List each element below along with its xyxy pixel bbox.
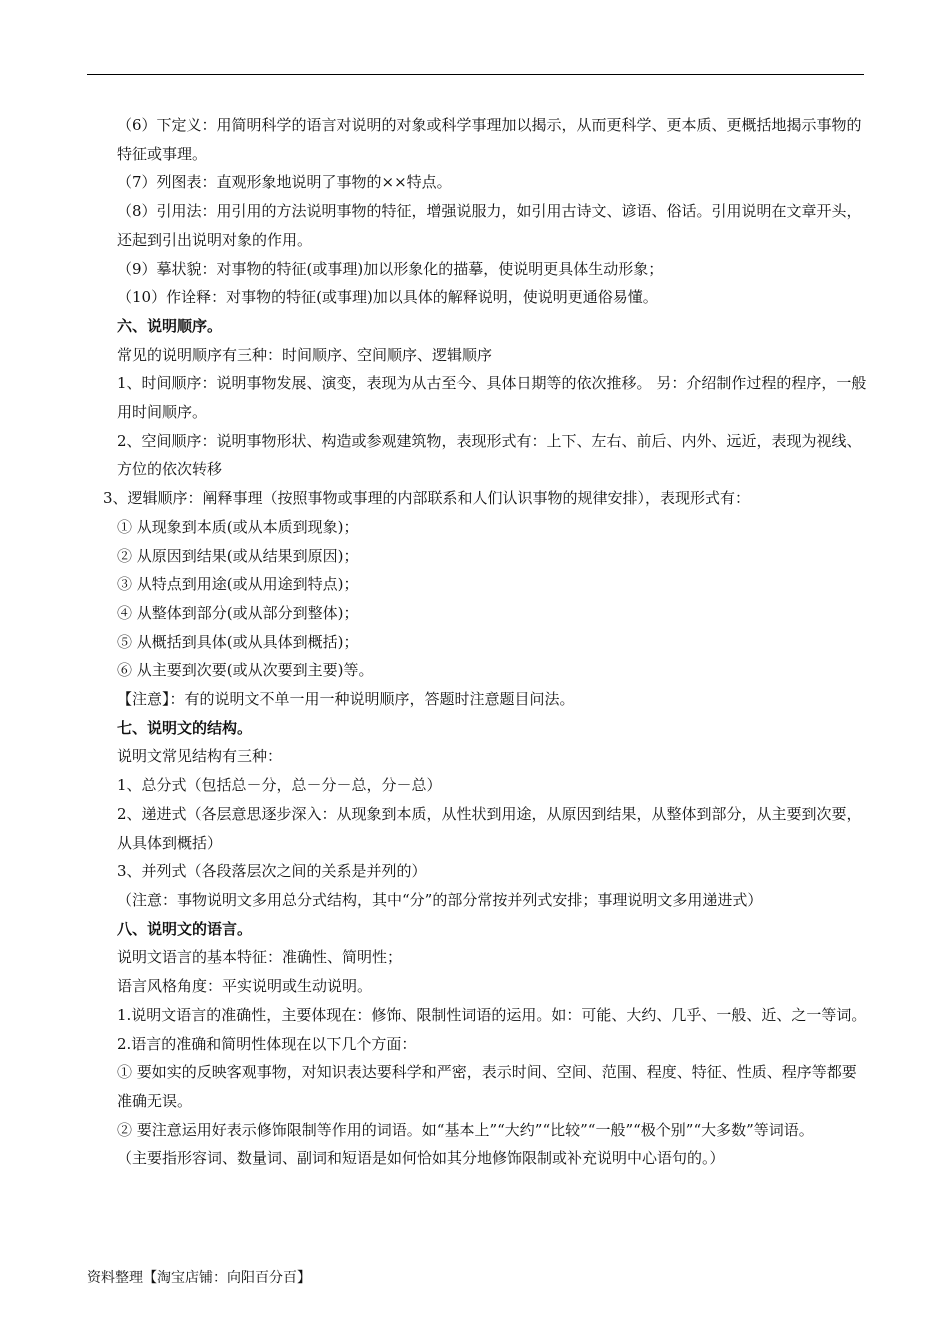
paragraph: 【注意】：有的说明文不单一用一种说明顺序，答题时注意题目问法。 (117, 690, 575, 709)
paragraph: 3、逻辑顺序：阐释事理（按照事物或事理的内部联系和人们认识事物的规律安排），表现形式有： (103, 489, 751, 508)
paragraph: 1、时间顺序：说明事物发展、演变，表现为从古至今、具体日期等的依次推移。 另：介绍制作过程的程序，一般用时间顺序。 (117, 374, 867, 422)
paragraph: ⑥ 从主要到次要(或从次要到主要)等。 (117, 661, 374, 680)
page-footer: 资料整理【淘宝店铺：向阳百分百】 (87, 1270, 311, 1286)
paragraph: （8）引用法：用引用的方法说明事物的特征，增强说服力，如引用古诗文、谚语、俗话。引用说明在文章开头，还起到引出说明对象的作用。 (117, 202, 862, 249)
paragraph: 3、并列式（各段落层次之间的关系是并列的） (117, 862, 427, 881)
paragraph: ② 要注意运用好表示修饰限制等作用的词语。如“基本上”“大约”“比较”“一般”“极个别”“大多数”等词语。 (117, 1120, 814, 1139)
paragraph: ① 从现象到本质(或从本质到现象)； (117, 517, 359, 536)
section-heading: 六、说明顺序。 (117, 316, 223, 335)
document-body (87, 111, 867, 1173)
paragraph: ① 要如实的反映客观事物，对知识表达要科学和严密，表示时间、空间、范围、程度、特征、性质、程序等都要准确无误。 (117, 1063, 857, 1110)
paragraph: ③ 从特点到用途(或从用途到特点)； (117, 575, 359, 594)
paragraph: 2、空间顺序：说明事物形状、构造或参观建筑物，表现形式有：上下、左右、前后、内外、远近，表现为视线、方位的依次转移 (117, 431, 862, 479)
paragraph: 2、递进式（各层意思逐步深入：从现象到本质，从性状到用途，从原因到结果，从整体到部分，从主要到次要，从具体到概括） (117, 804, 862, 852)
paragraph: 1.说明文语言的准确性，主要体现在：修饰、限制性词语的运用。如：可能、大约、几乎、一般、近、之一等词。 (117, 1005, 867, 1024)
paragraph: （7）列图表：直观形象地说明了事物的××特点。 (117, 173, 452, 192)
paragraph: （10）作诠释：对事物的特征(或事理)加以具体的解释说明，使说明更通俗易懂。 (117, 288, 658, 307)
paragraph: 常见的说明顺序有三种：时间顺序、空间顺序、逻辑顺序 (117, 345, 493, 364)
paragraph: （6）下定义：用简明科学的语言对说明的对象或科学事理加以揭示，从而更科学、更本质、更概括地揭示事物的特征或事理。 (117, 116, 862, 163)
paragraph: ④ 从整体到部分(或从部分到整体)； (117, 603, 359, 622)
paragraph: （9）摹状貌：对事物的特征(或事理)加以形象化的描摹，使说明更具体生动形象； (117, 259, 664, 278)
paragraph: 1、总分式（包括总－分，总－分－总，分－总） (117, 776, 442, 795)
paragraph: ⑤ 从概括到具体(或从具体到概括)； (117, 632, 359, 651)
paragraph: （主要指形容词、数量词、副词和短语是如何恰如其分地修饰限制或补充说明中心语句的。） (117, 1149, 725, 1168)
section-heading: 八、说明文的语言。 (117, 919, 253, 938)
paragraph: ② 从原因到结果(或从结果到原因)； (117, 546, 359, 565)
paragraph: 语言风格角度：平实说明或生动说明。 (117, 977, 373, 996)
paragraph: 2.语言的准确和简明性体现在以下几个方面： (117, 1034, 417, 1053)
paragraph: 说明文常见结构有三种： (117, 747, 283, 766)
header-rule (87, 74, 864, 75)
paragraph: （注意：事物说明文多用总分式结构，其中“分”的部分常按并列式安排；事理说明文多用递进式） (117, 890, 763, 909)
section-heading: 七、说明文的结构。 (117, 718, 253, 737)
paragraph: 说明文语言的基本特征：准确性、简明性； (117, 948, 403, 967)
